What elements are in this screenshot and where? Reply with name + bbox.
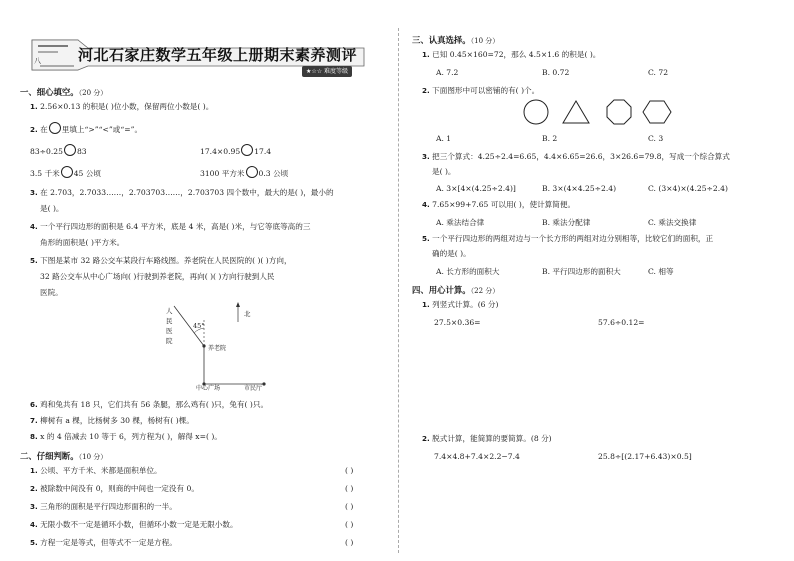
- option-a[interactable]: A. 1: [436, 134, 452, 143]
- s1-q4: [30, 222, 310, 232]
- map-bus-label: 市民厅: [244, 385, 263, 392]
- answer-blank[interactable]: ( ): [345, 484, 354, 493]
- s1-q3-l2: 是( )。: [40, 204, 64, 213]
- section-2-title: 二、仔细判断。: [20, 451, 79, 461]
- map-north-label: 北: [244, 310, 251, 318]
- expression-3: 7.4×4.8+7.4×2.2−7.4: [434, 452, 520, 461]
- s1-q6: [30, 400, 268, 410]
- s2-item-1: [30, 466, 162, 476]
- section-4-heading: [412, 284, 499, 296]
- compare-circle[interactable]: [246, 166, 258, 178]
- section-3-heading: [412, 34, 499, 46]
- s2-item-5: [30, 538, 177, 548]
- question-number: 3.: [30, 502, 38, 511]
- compare-circle[interactable]: [241, 144, 253, 156]
- question-text: 脱式计算，能简算的要简算。(8 分): [432, 434, 552, 443]
- option-c[interactable]: C. 相等: [648, 267, 674, 276]
- question-number: 4.: [30, 520, 38, 529]
- compare-left: 3100 平方米: [200, 169, 245, 178]
- question-text: 在: [40, 125, 48, 134]
- hexagon-shape: [643, 101, 671, 123]
- s1-q7: [30, 416, 194, 426]
- question-text: 鸡和兔共有 18 只，它们共有 56 条腿，那么鸡有( )只，兔有( )只。: [40, 400, 269, 409]
- compare-right: 17.4: [254, 147, 272, 156]
- question-text: 柳树有 a 棵，比杨树多 30 棵，杨树有( )棵。: [40, 416, 194, 425]
- section-1-heading: [20, 86, 107, 98]
- answer-blank[interactable]: ( ): [345, 502, 354, 511]
- question-text: 公顷、平方千米、米都是面积单位。: [40, 466, 162, 475]
- s3-q5: [422, 234, 713, 244]
- s3-q3-l2: 是( )。: [432, 167, 456, 176]
- s2-item-2: [30, 484, 199, 494]
- question-text: 在 2.703，2.7033……，2.703703……，2.703703 四个数中，最大的是( )，最小的: [40, 188, 334, 197]
- option-b[interactable]: B. 2: [542, 134, 558, 143]
- question-text: 下面图形中可以密铺的有( )个。: [432, 86, 540, 95]
- question-number: 2.: [422, 86, 430, 95]
- s2-item-3: [30, 502, 177, 512]
- corner-mark: 八: [34, 57, 41, 65]
- section-2-points: （10 分）: [78, 453, 108, 461]
- compare-left: 17.4×0.95: [200, 147, 241, 156]
- option-b[interactable]: B. 平行四边形的面积大: [542, 267, 621, 276]
- question-text: 下图是某市 32 路公交车某段行车路线图。养老院在人民医院的( )( )方向，: [40, 256, 292, 265]
- compare-circle[interactable]: [64, 144, 76, 156]
- section-4-points: （22 分）: [470, 287, 500, 295]
- question-text: 已知 0.45×160=72，那么 4.5×1.6 的积是( )。: [432, 50, 601, 59]
- option-c[interactable]: C. 乘法交换律: [648, 218, 697, 227]
- answer-blank[interactable]: ( ): [345, 466, 354, 475]
- page-title: 河北石家庄数学五年级上册期末素养测评: [78, 46, 358, 64]
- circle-shape: [524, 100, 548, 124]
- map-hospital-label: 人民医院: [166, 307, 173, 345]
- question-number: 1.: [422, 50, 430, 59]
- s1-q2-row2a: [30, 166, 101, 179]
- question-text: 被除数中间没有 0，则商的中间也一定没有 0。: [40, 484, 199, 493]
- option-a[interactable]: A. 乘法结合律: [436, 218, 485, 227]
- s1-q5-l3: 医院。: [40, 288, 63, 297]
- expression-1: 27.5×0.36=: [434, 318, 481, 327]
- compare-circle[interactable]: [61, 166, 73, 178]
- question-text: x 的 4 倍减去 10 等于 6，列方程为( )，解得 x=( )。: [40, 432, 222, 441]
- question-number: 6.: [30, 400, 38, 409]
- s1-q4-l2: 角形的面积是( )平方米。: [40, 238, 125, 247]
- s3-q4: [422, 200, 575, 210]
- s4-p1: [422, 300, 498, 310]
- tessellation-shapes: [520, 98, 690, 126]
- difficulty-badge: ★☆☆ 难度等级: [302, 66, 352, 77]
- question-number: 2.: [30, 484, 38, 493]
- s3-q3: [422, 152, 730, 162]
- s3-q2: [422, 86, 539, 96]
- question-text: 一个平行四边形的面积是 6.4 平方米，底是 4 米，高是( )米，与它等底等高的三: [40, 222, 311, 231]
- question-text: 三角形的面积是平行四边形面积的一半。: [40, 502, 177, 511]
- option-a[interactable]: A. 长方形的面积大: [436, 267, 500, 276]
- s1-q2-row2b: [200, 166, 288, 179]
- question-number: 4.: [30, 222, 38, 231]
- question-number: 1.: [30, 466, 38, 475]
- question-number: 1.: [422, 300, 430, 309]
- map-center-label: 中心广场: [196, 385, 221, 392]
- octagon-shape: [607, 100, 631, 124]
- section-2-heading: [20, 450, 107, 462]
- answer-blank[interactable]: ( ): [345, 538, 354, 547]
- answer-blank[interactable]: ( ): [345, 520, 354, 529]
- question-text: 里填上“>”“<”或“=”。: [61, 125, 143, 134]
- s1-q5: [30, 256, 292, 266]
- question-number: 2.: [422, 434, 430, 443]
- question-number: 7.: [30, 416, 38, 425]
- triangle-shape: [563, 101, 589, 123]
- s3-q1: [422, 50, 600, 60]
- expression-2: 57.6÷0.12=: [598, 318, 645, 327]
- question-number: 2.: [30, 125, 38, 134]
- question-text: 无限小数不一定是循环小数，但循环小数一定是无限小数。: [40, 520, 238, 529]
- column-divider: [398, 28, 399, 553]
- option-c[interactable]: C. (3×4)×(4.25÷2.4): [648, 184, 728, 193]
- section-4-title: 四、用心计算。: [412, 285, 471, 295]
- question-text: 7.65×99+7.65 可以用( )，使计算简便。: [432, 200, 576, 209]
- s1-q8: [30, 432, 222, 442]
- option-b[interactable]: B. 乘法分配律: [542, 218, 591, 227]
- s1-q2: [30, 122, 142, 135]
- section-1-title: 一、细心填空。: [20, 87, 79, 97]
- question-text: 2.56×0.13 的积是( )位小数，保留两位小数是( )。: [40, 102, 214, 111]
- compare-left: 83÷0.25: [30, 147, 63, 156]
- compare-right: 83: [76, 147, 87, 156]
- s1-q5-l2: 32 路公交车从中心广场向( )行驶到养老院，再向( )( )方向行驶到人民: [40, 272, 275, 281]
- compare-right: 0.3 公顷: [258, 169, 289, 178]
- map-angle-label: 45°: [193, 322, 205, 330]
- section-1-points: （20 分）: [78, 89, 108, 97]
- s1-q3: [30, 188, 334, 198]
- s3-q5-l2: 确的是( )。: [432, 249, 471, 258]
- option-a[interactable]: A. 7.2: [436, 68, 459, 77]
- question-text: 方程一定是等式，但等式不一定是方程。: [40, 538, 177, 547]
- question-number: 4.: [422, 200, 430, 209]
- option-a[interactable]: A. 3×[4×(4.25÷2.4)]: [436, 184, 516, 193]
- compare-right: 45 公顷: [73, 169, 101, 178]
- section-3-title: 三、认真选择。: [412, 35, 471, 45]
- s4-p2: [422, 434, 552, 444]
- question-number: 3.: [30, 188, 38, 197]
- question-number: 1.: [30, 102, 38, 111]
- question-text: 把三个算式：4.25÷2.4=6.65，4.4×6.65=26.6，3×26.6=79.8，写成一个综合算式: [432, 152, 730, 161]
- question-text: 一个平行四边形的两组对边与一个长方形的两组对边分别相等，比较它们的面积，正: [432, 234, 714, 243]
- question-number: 5.: [30, 256, 38, 265]
- section-3-points: （10 分）: [470, 37, 500, 45]
- option-b[interactable]: B. 0.72: [542, 68, 570, 77]
- question-number: 8.: [30, 432, 38, 441]
- s1-q2-row1b: [200, 144, 271, 157]
- question-number: 3.: [422, 152, 430, 161]
- option-b[interactable]: B. 3×(4×4.25÷2.4): [542, 184, 617, 193]
- compare-circle[interactable]: [49, 122, 61, 134]
- question-number: 5.: [30, 538, 38, 547]
- s2-item-4: [30, 520, 238, 530]
- option-c[interactable]: C. 3: [648, 134, 664, 143]
- compare-left: 3.5 千米: [30, 169, 60, 178]
- s1-q2-row1a: [30, 144, 87, 157]
- question-text: 列竖式计算。(6 分): [432, 300, 499, 309]
- s1-q1: [30, 102, 213, 112]
- question-number: 5.: [422, 234, 430, 243]
- map-nursing-label: 养老院: [208, 345, 227, 352]
- option-c[interactable]: C. 72: [648, 68, 669, 77]
- expression-4: 25.8÷[(2.17+6.43)×0.5]: [598, 452, 692, 461]
